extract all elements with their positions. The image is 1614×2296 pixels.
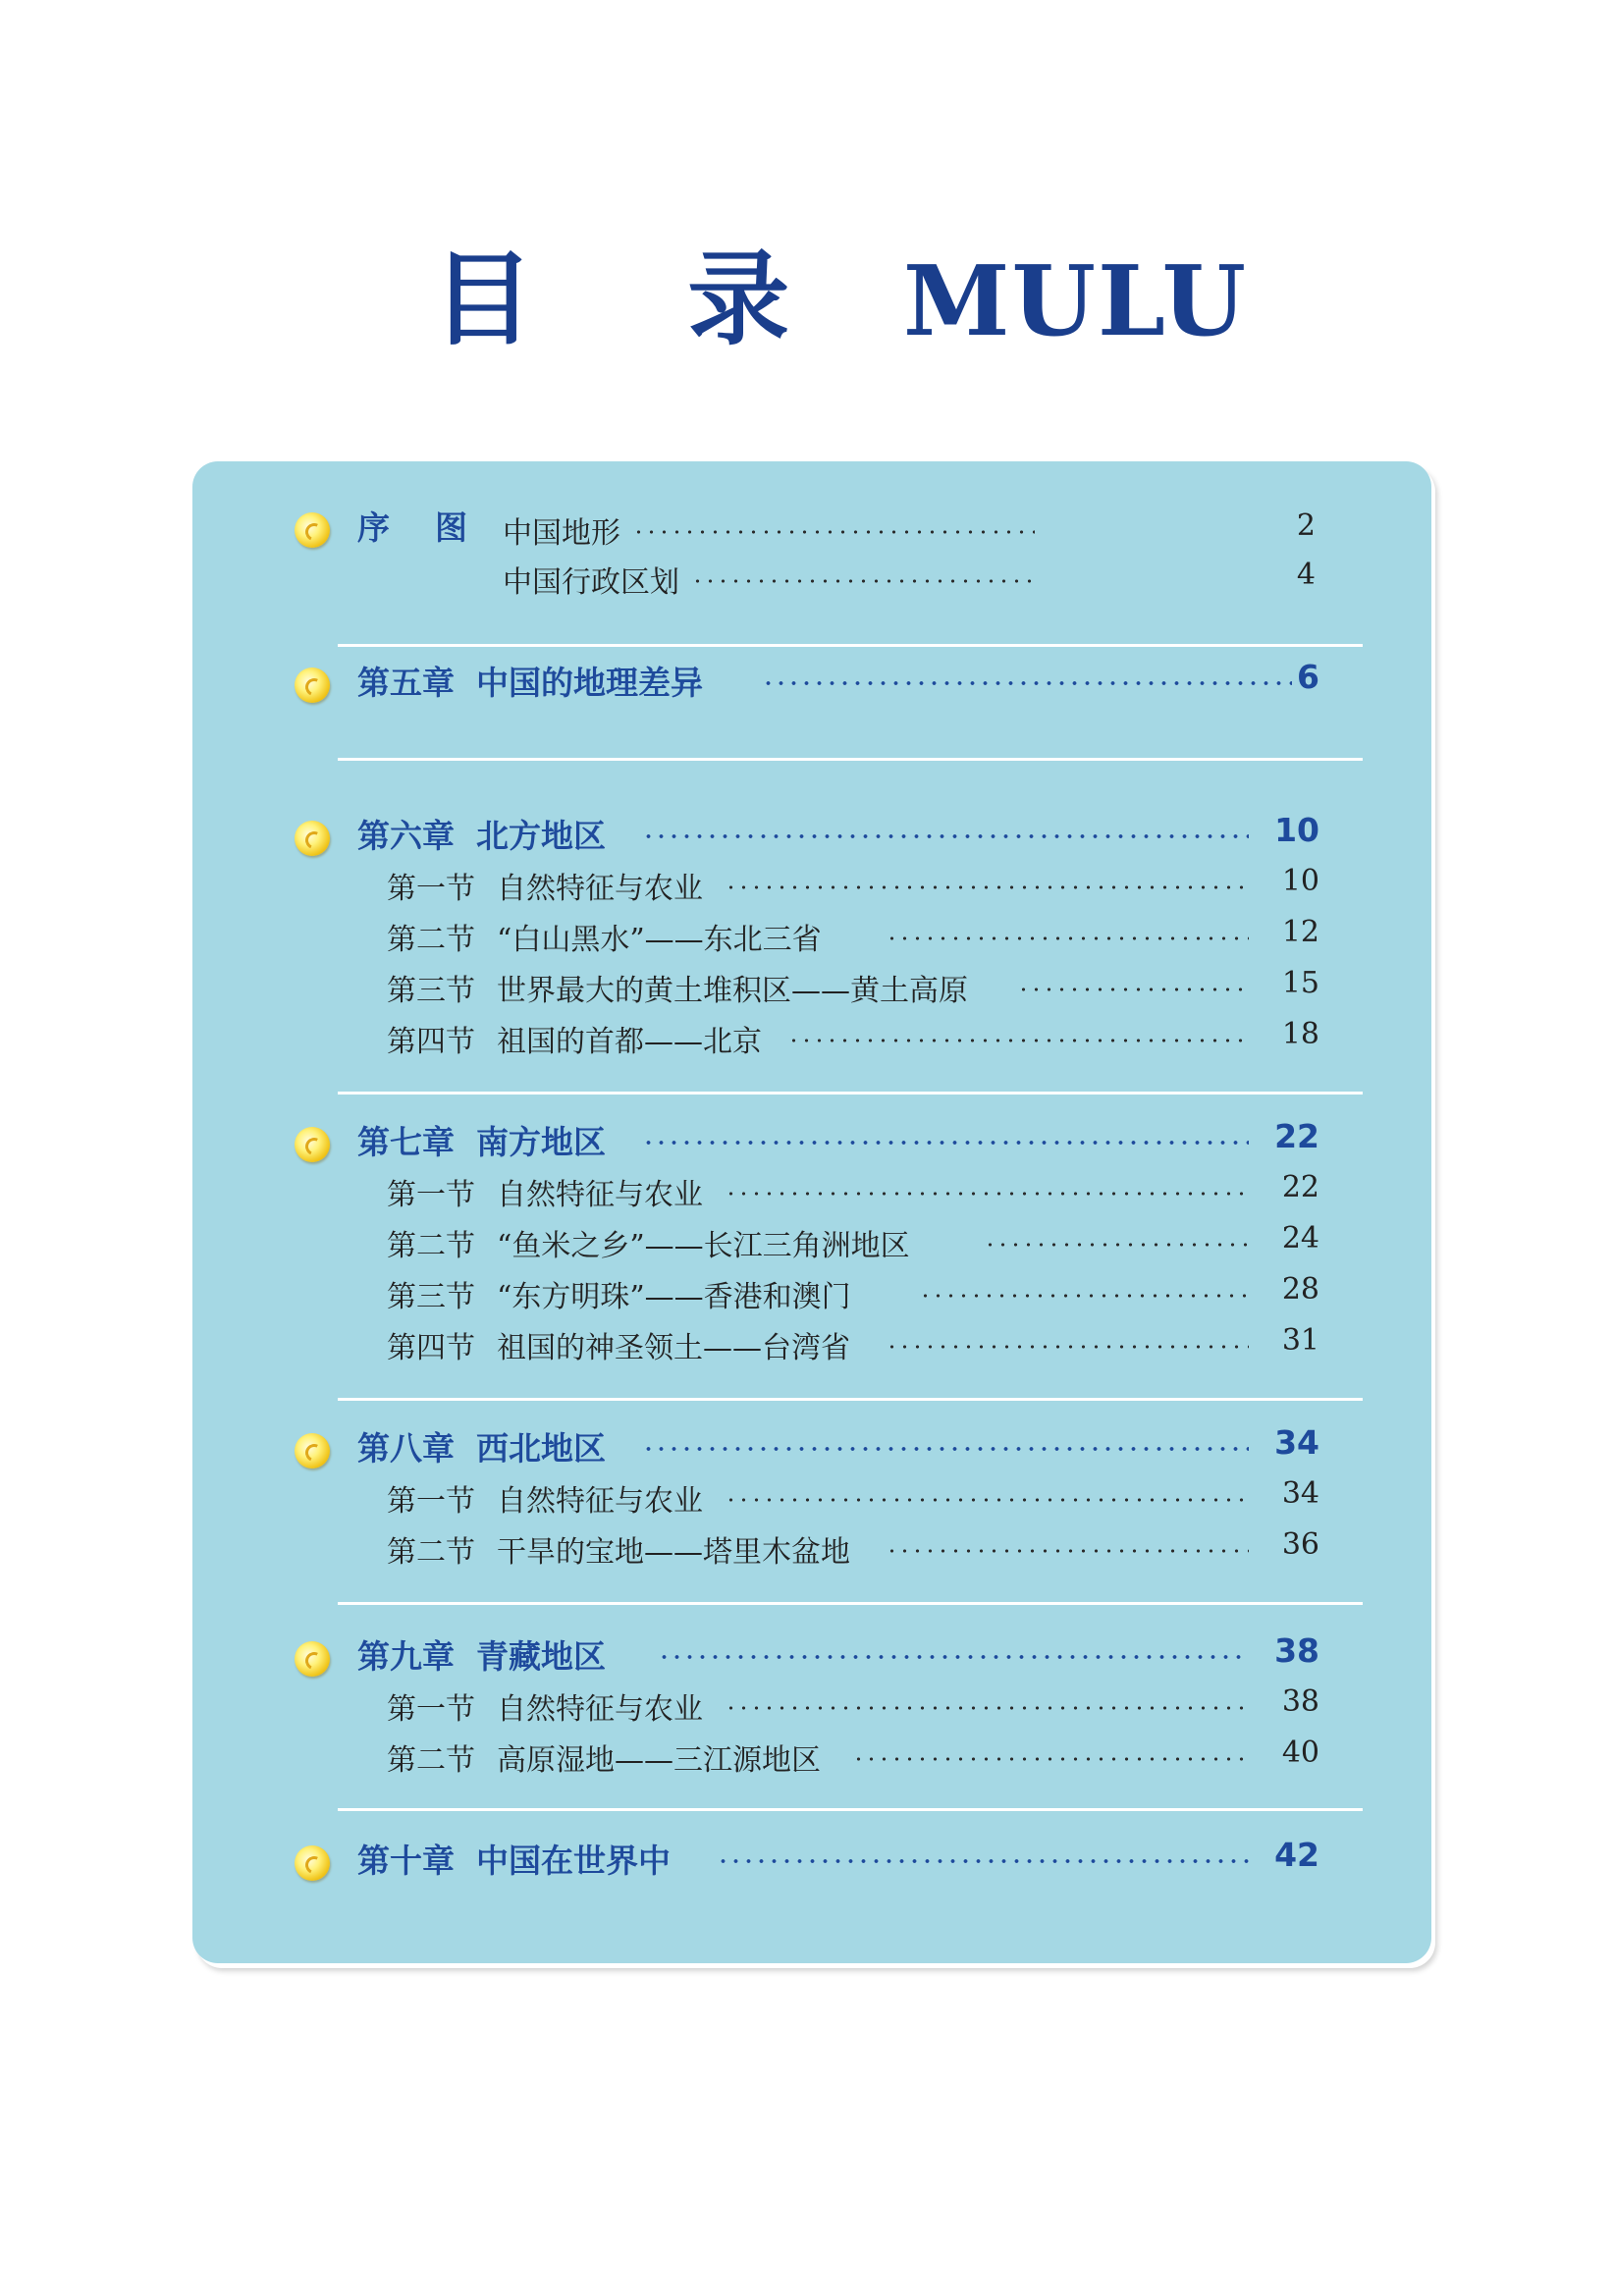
section-title[interactable]: 自然特征与农业	[497, 1484, 703, 1519]
section-title[interactable]: 祖国的神圣领土——台湾省	[497, 1331, 850, 1365]
toc-item-page: 4	[1296, 558, 1316, 592]
chapter-number: 第九章	[357, 1637, 455, 1676]
toc-item-title[interactable]: 中国行政区划	[503, 565, 679, 600]
toc-item-title[interactable]: 中国地形	[503, 516, 620, 551]
dot-leader	[886, 1549, 1249, 1553]
section-divider	[338, 1092, 1363, 1095]
section-title[interactable]: 干旱的宝地——塔里木盆地	[497, 1535, 850, 1570]
section-page: 36	[1281, 1527, 1319, 1562]
section-page: 24	[1281, 1221, 1319, 1255]
section-page: 22	[1281, 1170, 1319, 1204]
dot-leader	[642, 1141, 1249, 1145]
dot-leader	[642, 834, 1249, 838]
chapter-number: 第八章	[357, 1429, 455, 1468]
chapter-number: 第五章	[357, 664, 455, 702]
chapter-page: 22	[1274, 1117, 1319, 1155]
section-number: 第一节	[387, 1178, 475, 1212]
dot-leader	[919, 1294, 1249, 1298]
section-divider	[338, 1602, 1363, 1605]
section-divider	[338, 644, 1363, 647]
bullet-icon	[295, 1433, 330, 1468]
section-number: 第二节	[387, 923, 475, 957]
dot-leader	[886, 936, 1249, 940]
bullet-icon	[295, 1641, 330, 1677]
section-number: 第一节	[387, 872, 475, 906]
dot-leader	[762, 681, 1292, 685]
section-page: 10	[1281, 864, 1319, 898]
chapter-title[interactable]: 西北地区	[476, 1429, 606, 1468]
page-title	[0, 240, 1614, 358]
section-title[interactable]: “东方明珠”——香港和澳门	[497, 1280, 851, 1314]
section-page: 38	[1281, 1684, 1319, 1719]
section-page: 40	[1281, 1735, 1319, 1770]
dot-leader	[852, 1757, 1249, 1761]
section-title[interactable]: “鱼米之乡”——长江三角洲地区	[497, 1229, 910, 1263]
bullet-icon	[295, 512, 330, 548]
dot-leader	[725, 1498, 1249, 1502]
section-number: 第二节	[387, 1743, 475, 1778]
title-english: MULU	[903, 245, 1248, 358]
section-title[interactable]: 自然特征与农业	[497, 1178, 703, 1212]
bullet-icon	[295, 1127, 330, 1162]
table-of-contents-panel	[192, 461, 1431, 1963]
dot-leader	[984, 1243, 1249, 1247]
chapter-page: 6	[1297, 658, 1319, 696]
section-page: 12	[1281, 915, 1319, 949]
bullet-icon	[295, 667, 330, 703]
section-divider	[338, 1398, 1363, 1401]
section-divider	[338, 1808, 1363, 1811]
section-number: 第三节	[387, 1280, 475, 1314]
dot-leader	[632, 530, 1035, 534]
dot-leader	[725, 1192, 1249, 1196]
section-number: 第三节	[387, 974, 475, 1008]
section-title[interactable]: “白山黑水”——东北三省	[497, 923, 822, 957]
section-number: 第二节	[387, 1229, 475, 1263]
section-title[interactable]: 世界最大的黄土堆积区——黄土高原	[497, 974, 968, 1008]
chapter-title[interactable]: 北方地区	[476, 817, 606, 855]
section-page: 34	[1281, 1476, 1319, 1511]
chapter-title[interactable]: 南方地区	[476, 1123, 606, 1161]
section-title[interactable]: 自然特征与农业	[497, 872, 703, 906]
preface-label: 序 图	[357, 508, 467, 547]
chapter-title[interactable]: 中国的地理差异	[476, 664, 703, 702]
chapter-page: 34	[1274, 1423, 1319, 1462]
dot-leader	[725, 1706, 1249, 1710]
dot-leader	[787, 1039, 1249, 1042]
section-page: 31	[1281, 1323, 1319, 1358]
title-chinese: 目 录	[432, 239, 849, 359]
section-number: 第一节	[387, 1692, 475, 1727]
section-number: 第二节	[387, 1535, 475, 1570]
section-number: 第四节	[387, 1025, 475, 1059]
section-number: 第四节	[387, 1331, 475, 1365]
chapter-title[interactable]: 中国在世界中	[476, 1842, 671, 1880]
section-page: 18	[1281, 1017, 1319, 1051]
dot-leader	[886, 1345, 1249, 1349]
section-title[interactable]: 高原湿地——三江源地区	[497, 1743, 821, 1778]
dot-leader	[717, 1859, 1249, 1863]
section-page: 15	[1281, 966, 1319, 1000]
section-divider	[338, 758, 1363, 761]
bullet-icon	[295, 821, 330, 856]
chapter-number: 第七章	[357, 1123, 455, 1161]
chapter-page: 10	[1274, 811, 1319, 849]
section-title[interactable]: 祖国的首都——北京	[497, 1025, 762, 1059]
chapter-number: 第六章	[357, 817, 455, 855]
dot-leader	[642, 1447, 1249, 1451]
section-number: 第一节	[387, 1484, 475, 1519]
section-title[interactable]: 自然特征与农业	[497, 1692, 703, 1727]
bullet-icon	[295, 1845, 330, 1881]
chapter-page: 42	[1274, 1836, 1319, 1874]
chapter-number: 第十章	[357, 1842, 455, 1880]
dot-leader	[1017, 988, 1249, 991]
dot-leader	[658, 1655, 1249, 1659]
chapter-page: 38	[1274, 1631, 1319, 1670]
section-page: 28	[1281, 1272, 1319, 1307]
dot-leader	[691, 579, 1035, 583]
toc-item-page: 2	[1296, 508, 1316, 543]
chapter-title[interactable]: 青藏地区	[476, 1637, 606, 1676]
dot-leader	[725, 885, 1249, 889]
